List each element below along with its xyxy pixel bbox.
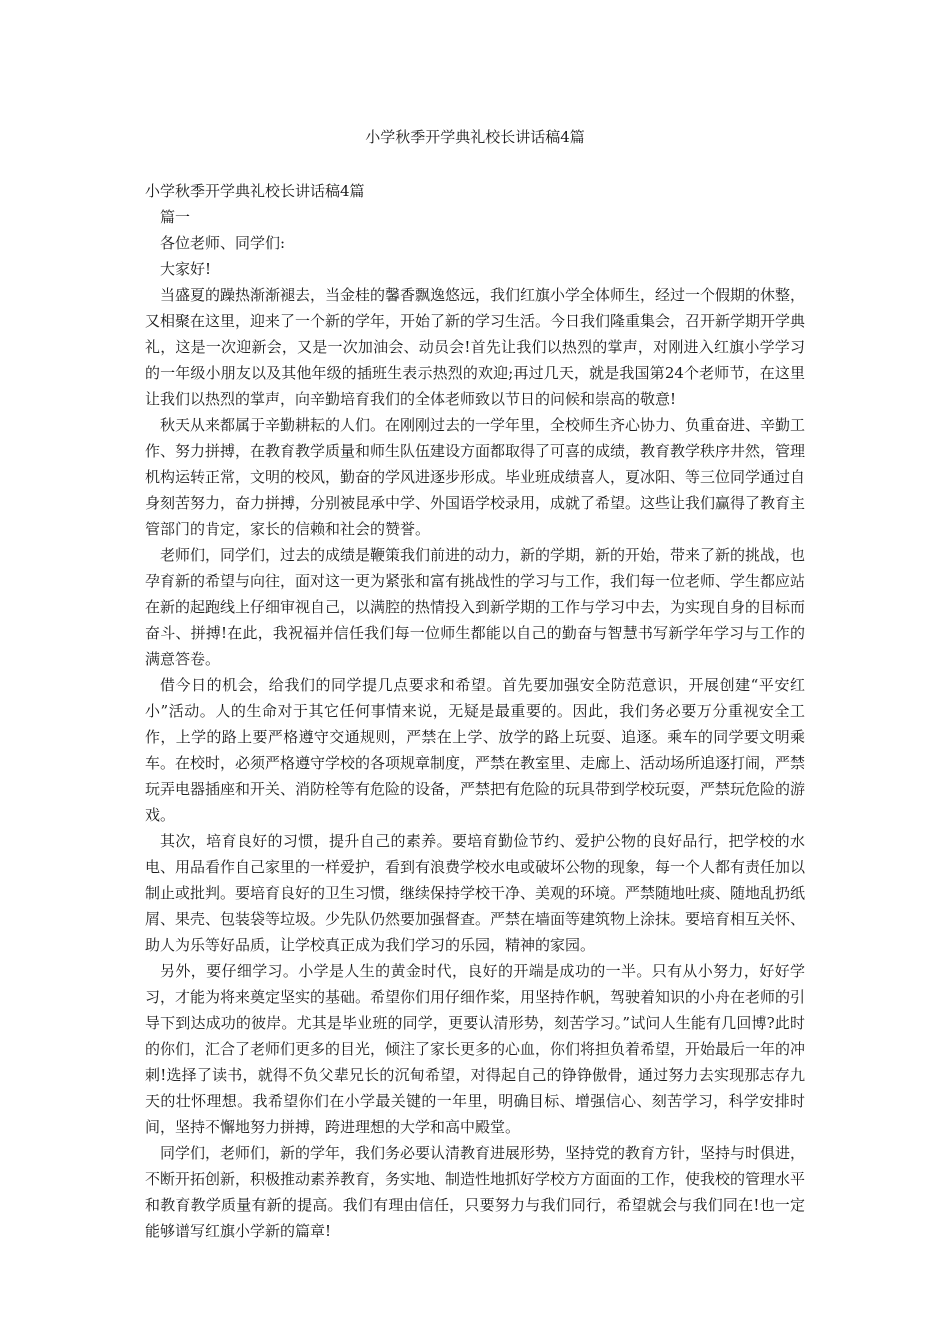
paragraph: 秋天从来都属于辛勤耕耘的人们。在刚刚过去的一学年里，全校师生齐心协力、负重奋进、辛勤工作、努力拼搏，在教育教学质量和师生队伍建设方面都取得了可喜的成绩，教育教学秩序井然，管理机构运转正常，文明的校风，勤奋的学风进逐步形成。毕业班成绩喜人，夏冰阳、等三位同学通过自身刻苦努力，奋力拼搏，分别被昆承中学、外国语学校录用，成就了希望。这些让我们赢得了教育主管部门的肯定，家长的信赖和社会的赞誉。 [145, 416, 806, 538]
paragraph: 借今日的机会，给我们的同学提几点要求和希望。首先要加强安全防范意识，开展创建“平安红小”活动。人的生命对于其它任何事情来说，无疑是最重要的。因此，我们务必要万分重视安全工作，上学的路上要严格遵守交通规则，严禁在上学、放学的路上玩耍、追逐。乘车的同学要文明乘车。在校时，必须严格遵守学校的各项规章制度，严禁在教室里、走廊上、活动场所追逐打闹，严禁玩弄电器插座和开关、消防栓等有危险的设备，严禁把有危险的玩具带到学校玩耍，严禁玩危险的游戏。 [145, 676, 806, 824]
section-label: 篇一 [160, 208, 191, 226]
paragraph: 其次，培育良好的习惯，提升自己的素养。要培育勤俭节约、爱护公物的良好品行，把学校的水电、用品看作自己家里的一样爱护，看到有浪费学校水电或破坏公物的现象，每一个人都有责任加以制止或批判。要培育良好的卫生习惯，继续保持学校干净、美观的环境。严禁随地吐痰、随地乱扔纸屑、果壳、包装袋等垃圾。少先队仍然要加强督查。严禁在墙面等建筑物上涂抹。要培育相互关怀、助人为乐等好品质，让学校真正成为我们学习的乐园，精神的家园。 [145, 832, 806, 954]
salutation: 各位老师、同学们: [160, 234, 286, 252]
page-title: 小学秋季开学典礼校长讲话稿4篇 [365, 128, 585, 146]
document-heading: 小学秋季开学典礼校长讲话稿4篇 [145, 182, 365, 200]
paragraph: 另外，要仔细学习。小学是人生的黄金时代，良好的开端是成功的一半。只有从小努力，好好学习，才能为将来奠定坚实的基础。希望你们用仔细作桨，用坚持作帆，驾驶着知识的小舟在老师的引导下到达成功的彼岸。尤其是毕业班的同学，更要认清形势，刻苦学习。”试问人生能有几回博?此时的你们，汇合了老师们更多的目光，倾注了家长更多的心血，你们将担负着希望，开始最后一年的冲刺!选择了读书，就得不负父辈兄长的沉甸希望，对得起自己的铮铮傲骨，通过努力去实现那志存九天的壮怀理想。我希望你们在小学最关键的一年里，明确目标、增强信心、刻苦学习，科学安排时间，坚持不懈地努力拼搏，跨进理想的大学和高中殿堂。 [145, 962, 806, 1136]
document-body [145, 178, 805, 1244]
paragraph: 老师们，同学们，过去的成绩是鞭策我们前进的动力，新的学期，新的开始，带来了新的挑战，也孕育新的希望与向往，面对这一更为紧张和富有挑战性的学习与工作，我们每一位老师、学生都应站在新的起跑线上仔细审视自己，以满腔的热情投入到新学期的工作与学习中去，为实现自身的目标而奋斗、拼搏!在此，我祝福并信任我们每一位师生都能以自己的勤奋与智慧书写新学年学习与工作的满意答卷。 [145, 546, 806, 668]
paragraph: 当盛夏的躁热渐渐褪去，当金桂的馨香飘逸悠远，我们红旗小学全体师生，经过一个假期的休整，又相聚在这里，迎来了一个新的学年，开始了新的学习生活。今日我们隆重集会，召开新学期开学典礼，这是一次迎新会，又是一次加油会、动员会!首先让我们以热烈的掌声，对刚进入红旗小学学习的一年级小朋友以及其他年级的插班生表示热烈的欢迎;再过几天，就是我国第24个老师节，在这里让我们以热烈的掌声，向辛勤培育我们的全体老师致以节日的问候和崇高的敬意! [145, 286, 806, 408]
greeting: 大家好! [160, 260, 212, 278]
paragraph: 同学们，老师们，新的学年，我们务必要认清教育进展形势，坚持党的教育方针，坚持与时俱进，不断开拓创新，积极推动素养教育，务实地、制造性地抓好学校方方面面的工作，使我校的管理水平和教育教学质量有新的提高。我们有理由信任，只要努力与我们同行，希望就会与我们同在!也一定能够谱写红旗小学新的篇章! [145, 1144, 806, 1240]
